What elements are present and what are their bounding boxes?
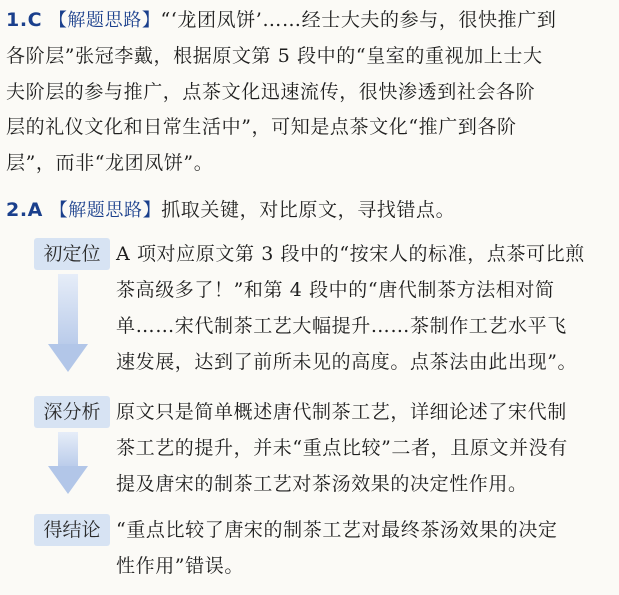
step1-line-2: 茶高级多了！”和第 4 段中的“唐代制茶方法相对简	[116, 279, 555, 301]
stage-label-locate: 初定位	[34, 238, 110, 270]
q1-tag: 【解题思路】	[48, 10, 161, 31]
step3-line-2: 性作用”错误。	[116, 555, 244, 577]
q1-line-1	[6, 6, 556, 35]
step3-line-1: “重点比较了唐宋的制茶工艺对最终茶汤效果的决定	[116, 519, 558, 541]
arrow-down-icon	[58, 432, 78, 468]
step1-line-4: 速发展，达到了前所未见的高度。点茶法由此出现”。	[116, 351, 578, 373]
q2-header	[6, 196, 455, 225]
step1-line-1: A 项对应原文第 3 段中的“按宋人的标准，点茶可比煎	[116, 243, 585, 265]
step2-line-3: 提及唐宋的制茶工艺对茶汤效果的决定性作用。	[116, 473, 528, 495]
arrow-head-icon	[48, 344, 88, 372]
stage-label-analyze: 深分析	[34, 396, 110, 428]
arrow-head-icon	[48, 466, 88, 494]
q1-number: 1.C	[6, 9, 43, 31]
q1-text-1: “‘龙团凤饼’……经士大夫的参与，很快推广到	[160, 9, 557, 31]
q1-line-5: 层”，而非“龙团凤饼”。	[6, 152, 214, 174]
step2-line-1: 原文只是简单概述唐代制茶工艺，详细论述了宋代制	[116, 401, 567, 423]
q1-line-4: 层的礼仪文化和日常生活中”，可知是点茶文化“推广到各阶	[6, 116, 517, 138]
q1-line-2: 各阶层”张冠李戴，根据原文第 5 段中的“皇室的重视加上士大	[6, 45, 543, 67]
q2-number: 2.A	[6, 199, 43, 221]
step1-line-3: 单……宋代制茶工艺大幅提升……茶制作工艺水平飞	[116, 315, 567, 337]
q2-intro: 抓取关键，对比原文，寻找错点。	[161, 199, 456, 221]
arrow-down-icon	[58, 274, 78, 346]
q1-line-3: 夫阶层的参与推广，点茶文化迅速流传，很快渗透到社会各阶	[6, 81, 536, 103]
q2-tag: 【解题思路】	[49, 200, 162, 221]
stage-label-conclude: 得结论	[34, 514, 110, 546]
step2-line-2: 茶工艺的提升，并未“重点比较”二者，且原文并没有	[116, 437, 568, 459]
